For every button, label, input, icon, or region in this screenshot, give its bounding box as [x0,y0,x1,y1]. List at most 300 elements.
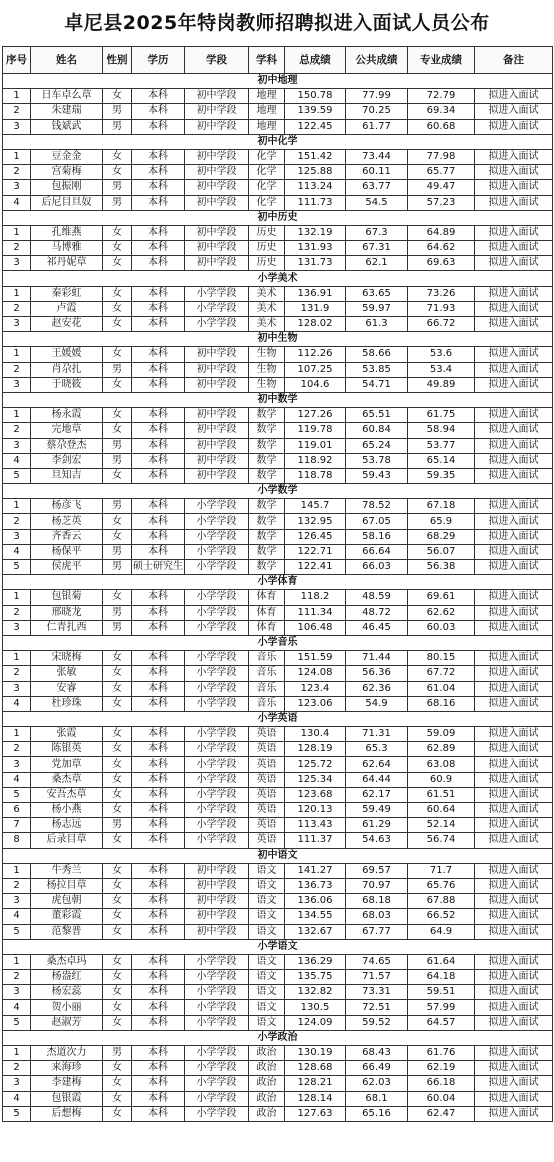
cell-major-score: 65.77 [408,165,475,180]
cell-public-score: 68.18 [346,894,408,909]
table-row [3,560,553,575]
header-seq: 序号 [3,47,31,74]
cell-subject: 语文 [249,878,285,893]
cell-stage: 小学学段 [185,590,249,605]
cell-name: 杨芝英 [31,514,103,529]
table-row [3,1046,553,1061]
section-header-row [3,332,553,347]
cell-education: 硕士研究生 [132,560,185,575]
cell-total-score: 150.78 [285,89,346,104]
cell-education: 本科 [132,954,185,969]
cell-public-score: 56.36 [346,666,408,681]
cell-education: 本科 [132,256,185,271]
cell-stage: 小学学段 [185,803,249,818]
cell-stage: 小学学段 [185,529,249,544]
section-header-row [3,134,553,149]
cell-public-score: 53.78 [346,453,408,468]
cell-subject: 音乐 [249,681,285,696]
cell-education: 本科 [132,772,185,787]
cell-remark: 拟进入面试 [475,1091,553,1106]
cell-public-score: 68.03 [346,909,408,924]
cell-name: 包振刚 [31,180,103,195]
cell-name: 贺小丽 [31,1000,103,1015]
cell-gender: 女 [103,924,132,939]
cell-subject: 政治 [249,1091,285,1106]
cell-stage: 初中学段 [185,362,249,377]
cell-seq: 1 [3,727,31,742]
cell-stage: 初中学段 [185,180,249,195]
cell-remark: 拟进入面试 [475,499,553,514]
cell-gender: 男 [103,499,132,514]
cell-public-score: 72.51 [346,1000,408,1015]
cell-subject: 数学 [249,423,285,438]
cell-education: 本科 [132,438,185,453]
cell-seq: 1 [3,225,31,240]
cell-stage: 小学学段 [185,666,249,681]
table-row [3,590,553,605]
cell-gender: 男 [103,544,132,559]
cell-total-score: 106.48 [285,620,346,635]
cell-seq: 3 [3,757,31,772]
cell-gender: 女 [103,1061,132,1076]
cell-total-score: 124.09 [285,1015,346,1030]
cell-subject: 生物 [249,377,285,392]
cell-stage: 小学学段 [185,1000,249,1015]
cell-name: 张敏 [31,666,103,681]
cell-remark: 拟进入面试 [475,377,553,392]
cell-major-score: 69.63 [408,256,475,271]
cell-education: 本科 [132,180,185,195]
cell-subject: 化学 [249,195,285,210]
table-row [3,499,553,514]
cell-subject: 数学 [249,560,285,575]
table-row [3,149,553,164]
table-row [3,165,553,180]
cell-seq: 5 [3,1015,31,1030]
cell-gender: 女 [103,590,132,605]
cell-total-score: 128.14 [285,1091,346,1106]
cell-stage: 初中学段 [185,408,249,423]
section-header-row [3,392,553,407]
cell-name: 旦知吉 [31,468,103,483]
cell-total-score: 130.19 [285,1046,346,1061]
cell-education: 本科 [132,787,185,802]
cell-public-score: 74.65 [346,954,408,969]
cell-stage: 初中学段 [185,195,249,210]
cell-major-score: 80.15 [408,651,475,666]
cell-remark: 拟进入面试 [475,165,553,180]
cell-stage: 小学学段 [185,1046,249,1061]
cell-subject: 英语 [249,772,285,787]
cell-gender: 女 [103,529,132,544]
cell-gender: 男 [103,180,132,195]
cell-name: 桑杰卓玛 [31,954,103,969]
cell-major-score: 61.04 [408,681,475,696]
cell-gender: 男 [103,453,132,468]
cell-name: 桑杰草 [31,772,103,787]
cell-subject: 地理 [249,89,285,104]
table-row [3,863,553,878]
cell-subject: 英语 [249,742,285,757]
cell-subject: 地理 [249,104,285,119]
cell-total-score: 119.01 [285,438,346,453]
cell-remark: 拟进入面试 [475,514,553,529]
cell-name: 董彩霞 [31,909,103,924]
cell-seq: 1 [3,651,31,666]
cell-education: 本科 [132,408,185,423]
cell-subject: 历史 [249,241,285,256]
cell-major-score: 52.14 [408,818,475,833]
cell-stage: 小学学段 [185,620,249,635]
cell-total-score: 111.34 [285,605,346,620]
cell-remark: 拟进入面试 [475,225,553,240]
cell-name: 豆金金 [31,149,103,164]
table-row [3,362,553,377]
cell-subject: 历史 [249,225,285,240]
cell-gender: 女 [103,954,132,969]
cell-seq: 4 [3,1091,31,1106]
cell-public-score: 53.85 [346,362,408,377]
cell-gender: 女 [103,757,132,772]
cell-education: 本科 [132,1076,185,1091]
cell-subject: 政治 [249,1076,285,1091]
cell-public-score: 54.5 [346,195,408,210]
cell-seq: 4 [3,1000,31,1015]
cell-subject: 数学 [249,453,285,468]
cell-total-score: 126.45 [285,529,346,544]
cell-seq: 4 [3,544,31,559]
section-title: 初中化学 [3,134,553,149]
cell-seq: 5 [3,924,31,939]
cell-seq: 3 [3,1076,31,1091]
cell-remark: 拟进入面试 [475,286,553,301]
cell-gender: 女 [103,514,132,529]
cell-education: 本科 [132,499,185,514]
cell-total-score: 127.26 [285,408,346,423]
section-header-row [3,1030,553,1045]
table-row [3,423,553,438]
cell-total-score: 125.88 [285,165,346,180]
cell-stage: 初中学段 [185,438,249,453]
table-row [3,1106,553,1121]
cell-gender: 女 [103,256,132,271]
cell-remark: 拟进入面试 [475,878,553,893]
cell-seq: 1 [3,149,31,164]
cell-education: 本科 [132,1046,185,1061]
cell-subject: 体育 [249,605,285,620]
cell-public-score: 58.16 [346,529,408,544]
cell-major-score: 64.9 [408,924,475,939]
cell-gender: 女 [103,727,132,742]
cell-seq: 4 [3,195,31,210]
cell-public-score: 48.59 [346,590,408,605]
cell-subject: 历史 [249,256,285,271]
cell-subject: 数学 [249,408,285,423]
cell-name: 王媛媛 [31,347,103,362]
cell-subject: 美术 [249,301,285,316]
cell-public-score: 71.31 [346,727,408,742]
cell-subject: 体育 [249,620,285,635]
cell-gender: 男 [103,195,132,210]
header-total-score: 总成绩 [285,47,346,74]
cell-stage: 小学学段 [185,696,249,711]
cell-public-score: 65.51 [346,408,408,423]
table-row [3,438,553,453]
cell-stage: 初中学段 [185,423,249,438]
cell-name: 孔维燕 [31,225,103,240]
cell-seq: 2 [3,165,31,180]
table-row [3,119,553,134]
cell-public-score: 68.43 [346,1046,408,1061]
table-row [3,453,553,468]
cell-public-score: 63.65 [346,286,408,301]
cell-major-score: 62.62 [408,605,475,620]
cell-stage: 初中学段 [185,149,249,164]
cell-name: 杨拉目草 [31,878,103,893]
cell-major-score: 57.23 [408,195,475,210]
cell-gender: 女 [103,970,132,985]
cell-name: 侯虎平 [31,560,103,575]
table-row [3,954,553,969]
cell-seq: 2 [3,1061,31,1076]
cell-education: 本科 [132,620,185,635]
cell-seq: 2 [3,514,31,529]
cell-name: 赵淑芳 [31,1015,103,1030]
cell-remark: 拟进入面试 [475,894,553,909]
cell-total-score: 119.78 [285,423,346,438]
cell-education: 本科 [132,347,185,362]
cell-seq: 2 [3,241,31,256]
cell-subject: 数学 [249,529,285,544]
cell-seq: 4 [3,772,31,787]
cell-gender: 女 [103,787,132,802]
cell-seq: 3 [3,985,31,1000]
table-row [3,317,553,332]
cell-major-score: 66.18 [408,1076,475,1091]
cell-total-score: 136.91 [285,286,346,301]
cell-name: 朱建瑞 [31,104,103,119]
cell-public-score: 48.72 [346,605,408,620]
cell-subject: 语文 [249,970,285,985]
cell-stage: 小学学段 [185,560,249,575]
cell-remark: 拟进入面试 [475,954,553,969]
cell-stage: 小学学段 [185,727,249,742]
cell-gender: 女 [103,317,132,332]
cell-gender: 男 [103,605,132,620]
cell-remark: 拟进入面试 [475,544,553,559]
cell-gender: 女 [103,1091,132,1106]
section-title: 小学政治 [3,1030,553,1045]
cell-stage: 初中学段 [185,89,249,104]
cell-subject: 美术 [249,286,285,301]
cell-public-score: 46.45 [346,620,408,635]
cell-subject: 数学 [249,438,285,453]
cell-major-score: 53.77 [408,438,475,453]
cell-remark: 拟进入面试 [475,180,553,195]
cell-major-score: 62.89 [408,742,475,757]
cell-education: 本科 [132,878,185,893]
cell-name: 马博雅 [31,241,103,256]
cell-remark: 拟进入面试 [475,803,553,818]
cell-major-score: 69.34 [408,104,475,119]
cell-total-score: 125.34 [285,772,346,787]
cell-stage: 小学学段 [185,317,249,332]
cell-subject: 语文 [249,1015,285,1030]
cell-major-score: 60.9 [408,772,475,787]
header-stage: 学段 [185,47,249,74]
cell-total-score: 131.9 [285,301,346,316]
cell-education: 本科 [132,818,185,833]
cell-seq: 1 [3,286,31,301]
cell-education: 本科 [132,985,185,1000]
cell-seq: 6 [3,803,31,818]
cell-major-score: 60.04 [408,1091,475,1106]
cell-major-score: 60.64 [408,803,475,818]
cell-gender: 女 [103,408,132,423]
document-title: 卓尼县2025年特岗教师招聘拟进入面试人员公布 [64,12,490,34]
cell-public-score: 71.44 [346,651,408,666]
cell-remark: 拟进入面试 [475,924,553,939]
section-title: 初中生物 [3,332,553,347]
cell-public-score: 62.1 [346,256,408,271]
table-row [3,894,553,909]
cell-stage: 小学学段 [185,787,249,802]
cell-stage: 小学学段 [185,605,249,620]
cell-total-score: 131.93 [285,241,346,256]
cell-seq: 3 [3,620,31,635]
cell-subject: 语文 [249,909,285,924]
table-body [3,74,553,1122]
cell-stage: 小学学段 [185,818,249,833]
cell-stage: 小学学段 [185,833,249,848]
cell-seq: 2 [3,362,31,377]
cell-name: 杨宏蕊 [31,985,103,1000]
cell-remark: 拟进入面试 [475,681,553,696]
cell-gender: 男 [103,104,132,119]
section-header-row [3,484,553,499]
cell-major-score: 56.07 [408,544,475,559]
cell-name: 张霞 [31,727,103,742]
cell-education: 本科 [132,863,185,878]
cell-stage: 小学学段 [185,1091,249,1106]
cell-name: 安吾杰草 [31,787,103,802]
cell-seq: 3 [3,377,31,392]
cell-major-score: 60.03 [408,620,475,635]
cell-education: 本科 [132,544,185,559]
cell-seq: 7 [3,818,31,833]
cell-education: 本科 [132,301,185,316]
cell-gender: 男 [103,119,132,134]
cell-gender: 男 [103,560,132,575]
cell-public-score: 66.03 [346,560,408,575]
cell-remark: 拟进入面试 [475,149,553,164]
cell-gender: 女 [103,1000,132,1015]
cell-stage: 初中学段 [185,924,249,939]
cell-major-score: 56.74 [408,833,475,848]
cell-major-score: 57.99 [408,1000,475,1015]
cell-remark: 拟进入面试 [475,423,553,438]
cell-total-score: 111.37 [285,833,346,848]
table-row [3,301,553,316]
cell-education: 本科 [132,286,185,301]
cell-gender: 女 [103,423,132,438]
section-header-row [3,575,553,590]
cell-stage: 小学学段 [185,970,249,985]
cell-remark: 拟进入面试 [475,772,553,787]
table-row [3,924,553,939]
cell-gender: 女 [103,651,132,666]
cell-major-score: 59.51 [408,985,475,1000]
table-row [3,666,553,681]
section-title: 初中地理 [3,74,553,89]
cell-total-score: 127.63 [285,1106,346,1121]
cell-name: 完地草 [31,423,103,438]
cell-public-score: 59.49 [346,803,408,818]
cell-remark: 拟进入面试 [475,727,553,742]
table-row [3,970,553,985]
header-public-score: 公共成绩 [346,47,408,74]
cell-subject: 音乐 [249,696,285,711]
cell-education: 本科 [132,119,185,134]
cell-gender: 女 [103,286,132,301]
cell-public-score: 62.36 [346,681,408,696]
cell-name: 杰道次力 [31,1046,103,1061]
cell-education: 本科 [132,104,185,119]
cell-total-score: 123.4 [285,681,346,696]
cell-public-score: 58.66 [346,347,408,362]
section-title: 小学音乐 [3,635,553,650]
cell-public-score: 70.97 [346,878,408,893]
cell-remark: 拟进入面试 [475,605,553,620]
cell-education: 本科 [132,970,185,985]
cell-education: 本科 [132,651,185,666]
cell-remark: 拟进入面试 [475,408,553,423]
cell-education: 本科 [132,742,185,757]
cell-seq: 3 [3,317,31,332]
table-row [3,256,553,271]
cell-remark: 拟进入面试 [475,104,553,119]
cell-major-score: 73.26 [408,286,475,301]
section-header-row [3,711,553,726]
cell-name: 祁丹妮草 [31,256,103,271]
cell-subject: 数学 [249,468,285,483]
cell-remark: 拟进入面试 [475,529,553,544]
table-row [3,620,553,635]
cell-remark: 拟进入面试 [475,468,553,483]
cell-subject: 语文 [249,924,285,939]
cell-remark: 拟进入面试 [475,317,553,332]
cell-major-score: 71.93 [408,301,475,316]
cell-name: 秦彩虹 [31,286,103,301]
cell-total-score: 141.27 [285,863,346,878]
cell-stage: 小学学段 [185,514,249,529]
cell-education: 本科 [132,924,185,939]
cell-major-score: 65.9 [408,514,475,529]
cell-name: 陈银英 [31,742,103,757]
cell-major-score: 62.47 [408,1106,475,1121]
cell-total-score: 128.21 [285,1076,346,1091]
table-row [3,803,553,818]
cell-subject: 语文 [249,985,285,1000]
cell-education: 本科 [132,149,185,164]
cell-total-score: 111.73 [285,195,346,210]
cell-stage: 初中学段 [185,241,249,256]
cell-seq: 2 [3,970,31,985]
cell-remark: 拟进入面试 [475,818,553,833]
table-row [3,787,553,802]
cell-major-score: 64.89 [408,225,475,240]
cell-seq: 2 [3,301,31,316]
